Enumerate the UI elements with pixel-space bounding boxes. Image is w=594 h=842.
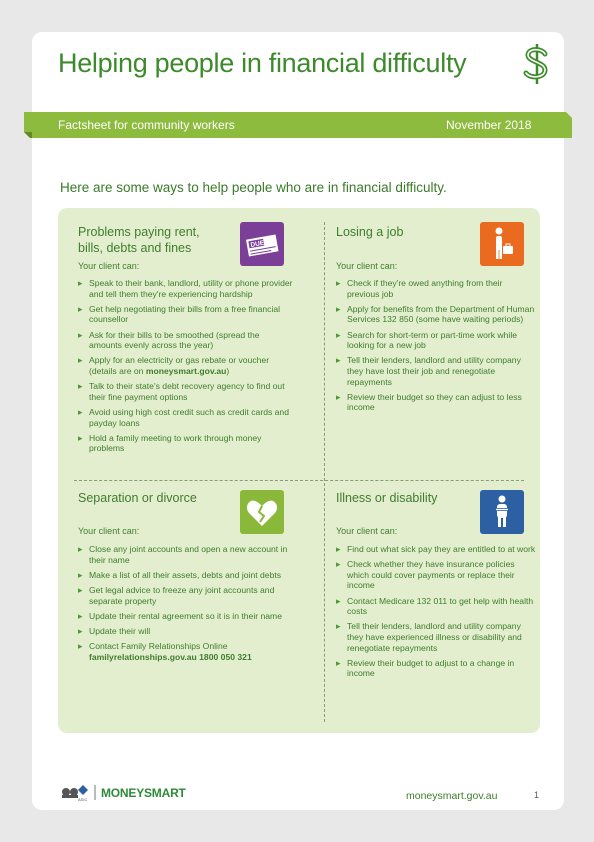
- dollar-icon: [522, 42, 550, 86]
- section-title-job: [336, 224, 403, 240]
- list-item-text: ): [226, 365, 230, 376]
- section-title-rent: [78, 224, 200, 256]
- footer-url[interactable]: moneysmart.gov.au: [406, 790, 498, 802]
- banner-subtitle: Factsheet for community workers: [58, 118, 235, 132]
- list-job: [336, 278, 536, 418]
- svg-text:MONEYSMART: MONEYSMART: [101, 786, 186, 800]
- section-sub: Your client can:: [78, 261, 140, 271]
- list-item: ▸ Review their budget so they can adjust to less income: [336, 392, 536, 413]
- list-item: [78, 355, 294, 376]
- section-sub: Your client can:: [336, 526, 398, 536]
- horizontal-divider: [74, 480, 524, 481]
- list-item: ▸ Review their budget to adjust to a change in income: [336, 658, 536, 679]
- intro-text: Here are some ways to help people who are in financial difficulty.: [60, 180, 447, 195]
- svg-text:ASIC: ASIC: [78, 797, 88, 802]
- list-separation: [78, 544, 294, 667]
- person-bandage-icon: [480, 490, 524, 534]
- section-title-illness: [336, 490, 437, 506]
- list-item: [78, 641, 294, 662]
- familyrelationships-link[interactable]: familyrelationships.gov.au 1800 050 321: [89, 651, 252, 662]
- vertical-divider: [324, 222, 325, 722]
- list-item: ▸ Get legal advice to freeze any joint accounts and separate property: [78, 585, 294, 606]
- page-number: 1: [534, 790, 540, 800]
- list-item: ▸ Contact Medicare 132 011 to get help with health costs: [336, 596, 536, 617]
- factsheet-page: [32, 32, 564, 810]
- list-item: ▸ Check if they're owed anything from their previous job: [336, 278, 536, 299]
- svg-text:DUE: DUE: [249, 239, 265, 249]
- list-item: ▸ Hold a family meeting to work through money problems: [78, 433, 294, 454]
- list-item: ▸ Update their will: [78, 626, 294, 637]
- list-item: ▸ Speak to their bank, landlord, utility or phone provider and tell them they're experiencing hardship: [78, 278, 294, 299]
- section-title-line: Losing a job: [336, 225, 404, 239]
- list-item: ▸ Search for short-term or part-time work while looking for a new job: [336, 330, 536, 351]
- banner-date: November 2018: [446, 118, 532, 132]
- list-item: ▸ Update their rental agreement so it is in their name: [78, 611, 294, 622]
- tips-panel: [58, 208, 540, 733]
- page-title: Helping people in financial difficulty: [58, 48, 467, 78]
- list-item: ▸ Make a list of all their assets, debts and joint debts: [78, 570, 294, 581]
- section-sub: Your client can:: [78, 526, 140, 536]
- list-item: ▸ Tell their lenders, landlord and utility company they have lost their job and renegotiate repayments: [336, 355, 536, 387]
- list-item: ▸ Close any joint accounts and open a new account in their name: [78, 544, 294, 565]
- asic-moneysmart-logo: [58, 782, 208, 802]
- list-item-text: Contact Family Relationships Online: [89, 641, 228, 652]
- section-sub: Your client can:: [336, 261, 398, 271]
- list-item: ▸ Check whether they have insurance policies which could cover payments or replace their income: [336, 559, 536, 591]
- list-item: ▸ Tell their lenders, landlord and utility company they have experienced illness or disability and renegotiate repayments: [336, 621, 536, 653]
- list-item: ▸ Avoid using high cost credit such as credit cards and payday loans: [78, 407, 294, 428]
- list-item: ▸ Get help negotiating their bills from a free financial counsellor: [78, 304, 294, 325]
- list-item: ▸ Find out what sick pay they are entitled to at work: [336, 544, 536, 555]
- section-title-line: Illness or disability: [336, 491, 438, 505]
- list-illness: [336, 544, 536, 684]
- list-item-text: Apply for an electricity or gas rebate or voucher (details are on: [89, 355, 270, 376]
- section-title-line: Problems paying rent,: [78, 225, 200, 239]
- list-rent: [78, 278, 294, 458]
- due-bill-icon: [240, 222, 284, 266]
- section-title-line: bills, debts and fines: [78, 241, 192, 255]
- broken-heart-icon: [240, 490, 284, 534]
- list-item: ▸ Talk to their state's debt recovery agency to find out their fine payment options: [78, 381, 294, 402]
- list-item: ▸ Apply for benefits from the Department of Human Services 132 850 (some have waiting periods): [336, 304, 536, 325]
- footer-logo: [58, 782, 208, 807]
- moneysmart-link[interactable]: moneysmart.gov.au: [145, 365, 227, 376]
- section-title-separation: [78, 490, 197, 506]
- person-briefcase-icon: [480, 222, 524, 266]
- list-item: ▸ Ask for their bills to be smoothed (spread the amounts evenly across the year): [78, 330, 294, 351]
- section-title-line: Separation or divorce: [78, 491, 197, 505]
